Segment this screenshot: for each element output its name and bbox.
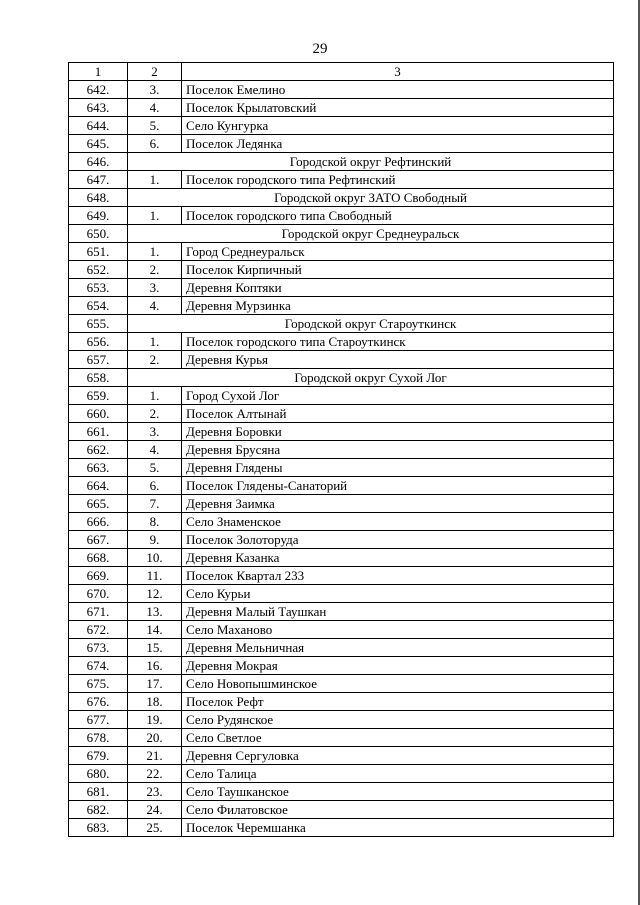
table-row [69, 747, 614, 765]
settlement-name: Деревня Мельничная [182, 639, 614, 657]
row-number: 654. [69, 297, 128, 315]
table-row [69, 441, 614, 459]
row-number: 645. [69, 135, 128, 153]
table-row [69, 819, 614, 837]
row-number: 678. [69, 729, 128, 747]
sub-number: 20. [128, 729, 182, 747]
settlement-name: Поселок Емелино [182, 81, 614, 99]
settlement-name: Деревня Глядены [182, 459, 614, 477]
row-number: 676. [69, 693, 128, 711]
sub-number: 12. [128, 585, 182, 603]
district-name: Городской округ Сухой Лог [128, 369, 614, 387]
row-number: 661. [69, 423, 128, 441]
sub-number: 22. [128, 765, 182, 783]
row-number: 643. [69, 99, 128, 117]
sub-number: 4. [128, 99, 182, 117]
settlement-name: Село Рудянское [182, 711, 614, 729]
row-number: 682. [69, 801, 128, 819]
row-number: 649. [69, 207, 128, 225]
table-row [69, 279, 614, 297]
row-number: 679. [69, 747, 128, 765]
table-row [69, 531, 614, 549]
settlement-name: Село Филатовское [182, 801, 614, 819]
row-number: 677. [69, 711, 128, 729]
settlement-name: Село Талица [182, 765, 614, 783]
settlement-name: Село Курьи [182, 585, 614, 603]
sub-number: 2. [128, 405, 182, 423]
district-name: Городской округ Староуткинск [128, 315, 614, 333]
settlement-name: Деревня Брусяна [182, 441, 614, 459]
settlement-name: Деревня Курья [182, 351, 614, 369]
table-row [69, 333, 614, 351]
sub-number: 2. [128, 261, 182, 279]
table-row [69, 567, 614, 585]
table-row [69, 639, 614, 657]
table-row [69, 585, 614, 603]
district-row [69, 189, 614, 207]
row-number: 644. [69, 117, 128, 135]
sub-number: 7. [128, 495, 182, 513]
settlement-name: Село Кунгурка [182, 117, 614, 135]
settlement-name: Поселок Квартал 233 [182, 567, 614, 585]
table-row [69, 783, 614, 801]
row-number: 673. [69, 639, 128, 657]
sub-number: 2. [128, 351, 182, 369]
sub-number: 9. [128, 531, 182, 549]
settlement-name: Поселок Кирпичный [182, 261, 614, 279]
row-number: 666. [69, 513, 128, 531]
settlement-name: Поселок Золоторуда [182, 531, 614, 549]
district-row [69, 153, 614, 171]
table-row [69, 765, 614, 783]
table-body [69, 81, 614, 837]
row-number: 646. [69, 153, 128, 171]
column-header-3: 3 [182, 63, 614, 81]
sub-number: 21. [128, 747, 182, 765]
settlement-name: Деревня Мурзинка [182, 297, 614, 315]
sub-number: 4. [128, 441, 182, 459]
sub-number: 15. [128, 639, 182, 657]
table-row [69, 729, 614, 747]
table-row [69, 477, 614, 495]
table-row [69, 495, 614, 513]
row-number: 656. [69, 333, 128, 351]
table-row [69, 171, 614, 189]
sub-number: 3. [128, 279, 182, 297]
sub-number: 1. [128, 171, 182, 189]
sub-number: 23. [128, 783, 182, 801]
sub-number: 19. [128, 711, 182, 729]
district-name: Городской округ Среднеуральск [128, 225, 614, 243]
settlement-name: Село Маханово [182, 621, 614, 639]
table-row [69, 549, 614, 567]
settlement-name: Деревня Коптяки [182, 279, 614, 297]
settlement-name: Город Сухой Лог [182, 387, 614, 405]
row-number: 662. [69, 441, 128, 459]
table-header-row [69, 63, 614, 81]
sub-number: 6. [128, 477, 182, 495]
column-header-1: 1 [69, 63, 128, 81]
settlement-name: Поселок Алтынай [182, 405, 614, 423]
row-number: 658. [69, 369, 128, 387]
sub-number: 14. [128, 621, 182, 639]
settlement-name: Поселок Глядены-Санаторий [182, 477, 614, 495]
row-number: 660. [69, 405, 128, 423]
sub-number: 5. [128, 459, 182, 477]
sub-number: 25. [128, 819, 182, 837]
settlements-table [68, 62, 614, 837]
row-number: 652. [69, 261, 128, 279]
table-row [69, 243, 614, 261]
settlement-name: Поселок городского типа Староуткинск [182, 333, 614, 351]
row-number: 655. [69, 315, 128, 333]
sub-number: 11. [128, 567, 182, 585]
table-row [69, 603, 614, 621]
table-row [69, 351, 614, 369]
table-row [69, 423, 614, 441]
row-number: 650. [69, 225, 128, 243]
settlement-name: Деревня Боровки [182, 423, 614, 441]
district-row [69, 369, 614, 387]
sub-number: 8. [128, 513, 182, 531]
row-number: 672. [69, 621, 128, 639]
row-number: 659. [69, 387, 128, 405]
sub-number: 4. [128, 297, 182, 315]
row-number: 667. [69, 531, 128, 549]
sub-number: 3. [128, 423, 182, 441]
table-row [69, 135, 614, 153]
table-row [69, 711, 614, 729]
row-number: 642. [69, 81, 128, 99]
settlement-name: Деревня Малый Таушкан [182, 603, 614, 621]
row-number: 670. [69, 585, 128, 603]
sub-number: 18. [128, 693, 182, 711]
row-number: 648. [69, 189, 128, 207]
sub-number: 1. [128, 387, 182, 405]
table-row [69, 675, 614, 693]
settlement-name: Деревня Заимка [182, 495, 614, 513]
sub-number: 6. [128, 135, 182, 153]
table-row [69, 261, 614, 279]
sub-number: 3. [128, 81, 182, 99]
row-number: 668. [69, 549, 128, 567]
row-number: 674. [69, 657, 128, 675]
row-number: 669. [69, 567, 128, 585]
row-number: 675. [69, 675, 128, 693]
table-row [69, 459, 614, 477]
row-number: 647. [69, 171, 128, 189]
settlement-name: Село Светлое [182, 729, 614, 747]
settlement-name: Город Среднеуральск [182, 243, 614, 261]
settlement-name: Село Таушканское [182, 783, 614, 801]
row-number: 680. [69, 765, 128, 783]
settlement-name: Поселок Крылатовский [182, 99, 614, 117]
table-row [69, 117, 614, 135]
settlement-name: Село Знаменское [182, 513, 614, 531]
table-row [69, 207, 614, 225]
settlement-name: Поселок Черемшанка [182, 819, 614, 837]
settlement-name: Поселок городского типа Свободный [182, 207, 614, 225]
table-row [69, 81, 614, 99]
sub-number: 13. [128, 603, 182, 621]
sub-number: 1. [128, 333, 182, 351]
sub-number: 17. [128, 675, 182, 693]
settlement-name: Деревня Казанка [182, 549, 614, 567]
sub-number: 1. [128, 207, 182, 225]
district-name: Городской округ ЗАТО Свободный [128, 189, 614, 207]
table-row [69, 405, 614, 423]
district-row [69, 315, 614, 333]
table-row [69, 801, 614, 819]
table-row [69, 513, 614, 531]
column-header-2: 2 [128, 63, 182, 81]
row-number: 657. [69, 351, 128, 369]
page-number: 29 [312, 41, 328, 57]
table-row [69, 693, 614, 711]
district-row [69, 225, 614, 243]
sub-number: 16. [128, 657, 182, 675]
row-number: 665. [69, 495, 128, 513]
settlement-name: Деревня Сергуловка [182, 747, 614, 765]
row-number: 664. [69, 477, 128, 495]
table-row [69, 297, 614, 315]
sub-number: 10. [128, 549, 182, 567]
row-number: 681. [69, 783, 128, 801]
row-number: 683. [69, 819, 128, 837]
table-row [69, 657, 614, 675]
table-row [69, 387, 614, 405]
row-number: 653. [69, 279, 128, 297]
row-number: 651. [69, 243, 128, 261]
settlement-name: Село Новопышминское [182, 675, 614, 693]
sub-number: 1. [128, 243, 182, 261]
row-number: 663. [69, 459, 128, 477]
settlement-name: Поселок Ледянка [182, 135, 614, 153]
settlement-name: Деревня Мокрая [182, 657, 614, 675]
sub-number: 24. [128, 801, 182, 819]
table-row [69, 99, 614, 117]
sub-number: 5. [128, 117, 182, 135]
settlement-name: Поселок Рефт [182, 693, 614, 711]
table-row [69, 621, 614, 639]
settlement-name: Поселок городского типа Рефтинский [182, 171, 614, 189]
row-number: 671. [69, 603, 128, 621]
district-name: Городской округ Рефтинский [128, 153, 614, 171]
